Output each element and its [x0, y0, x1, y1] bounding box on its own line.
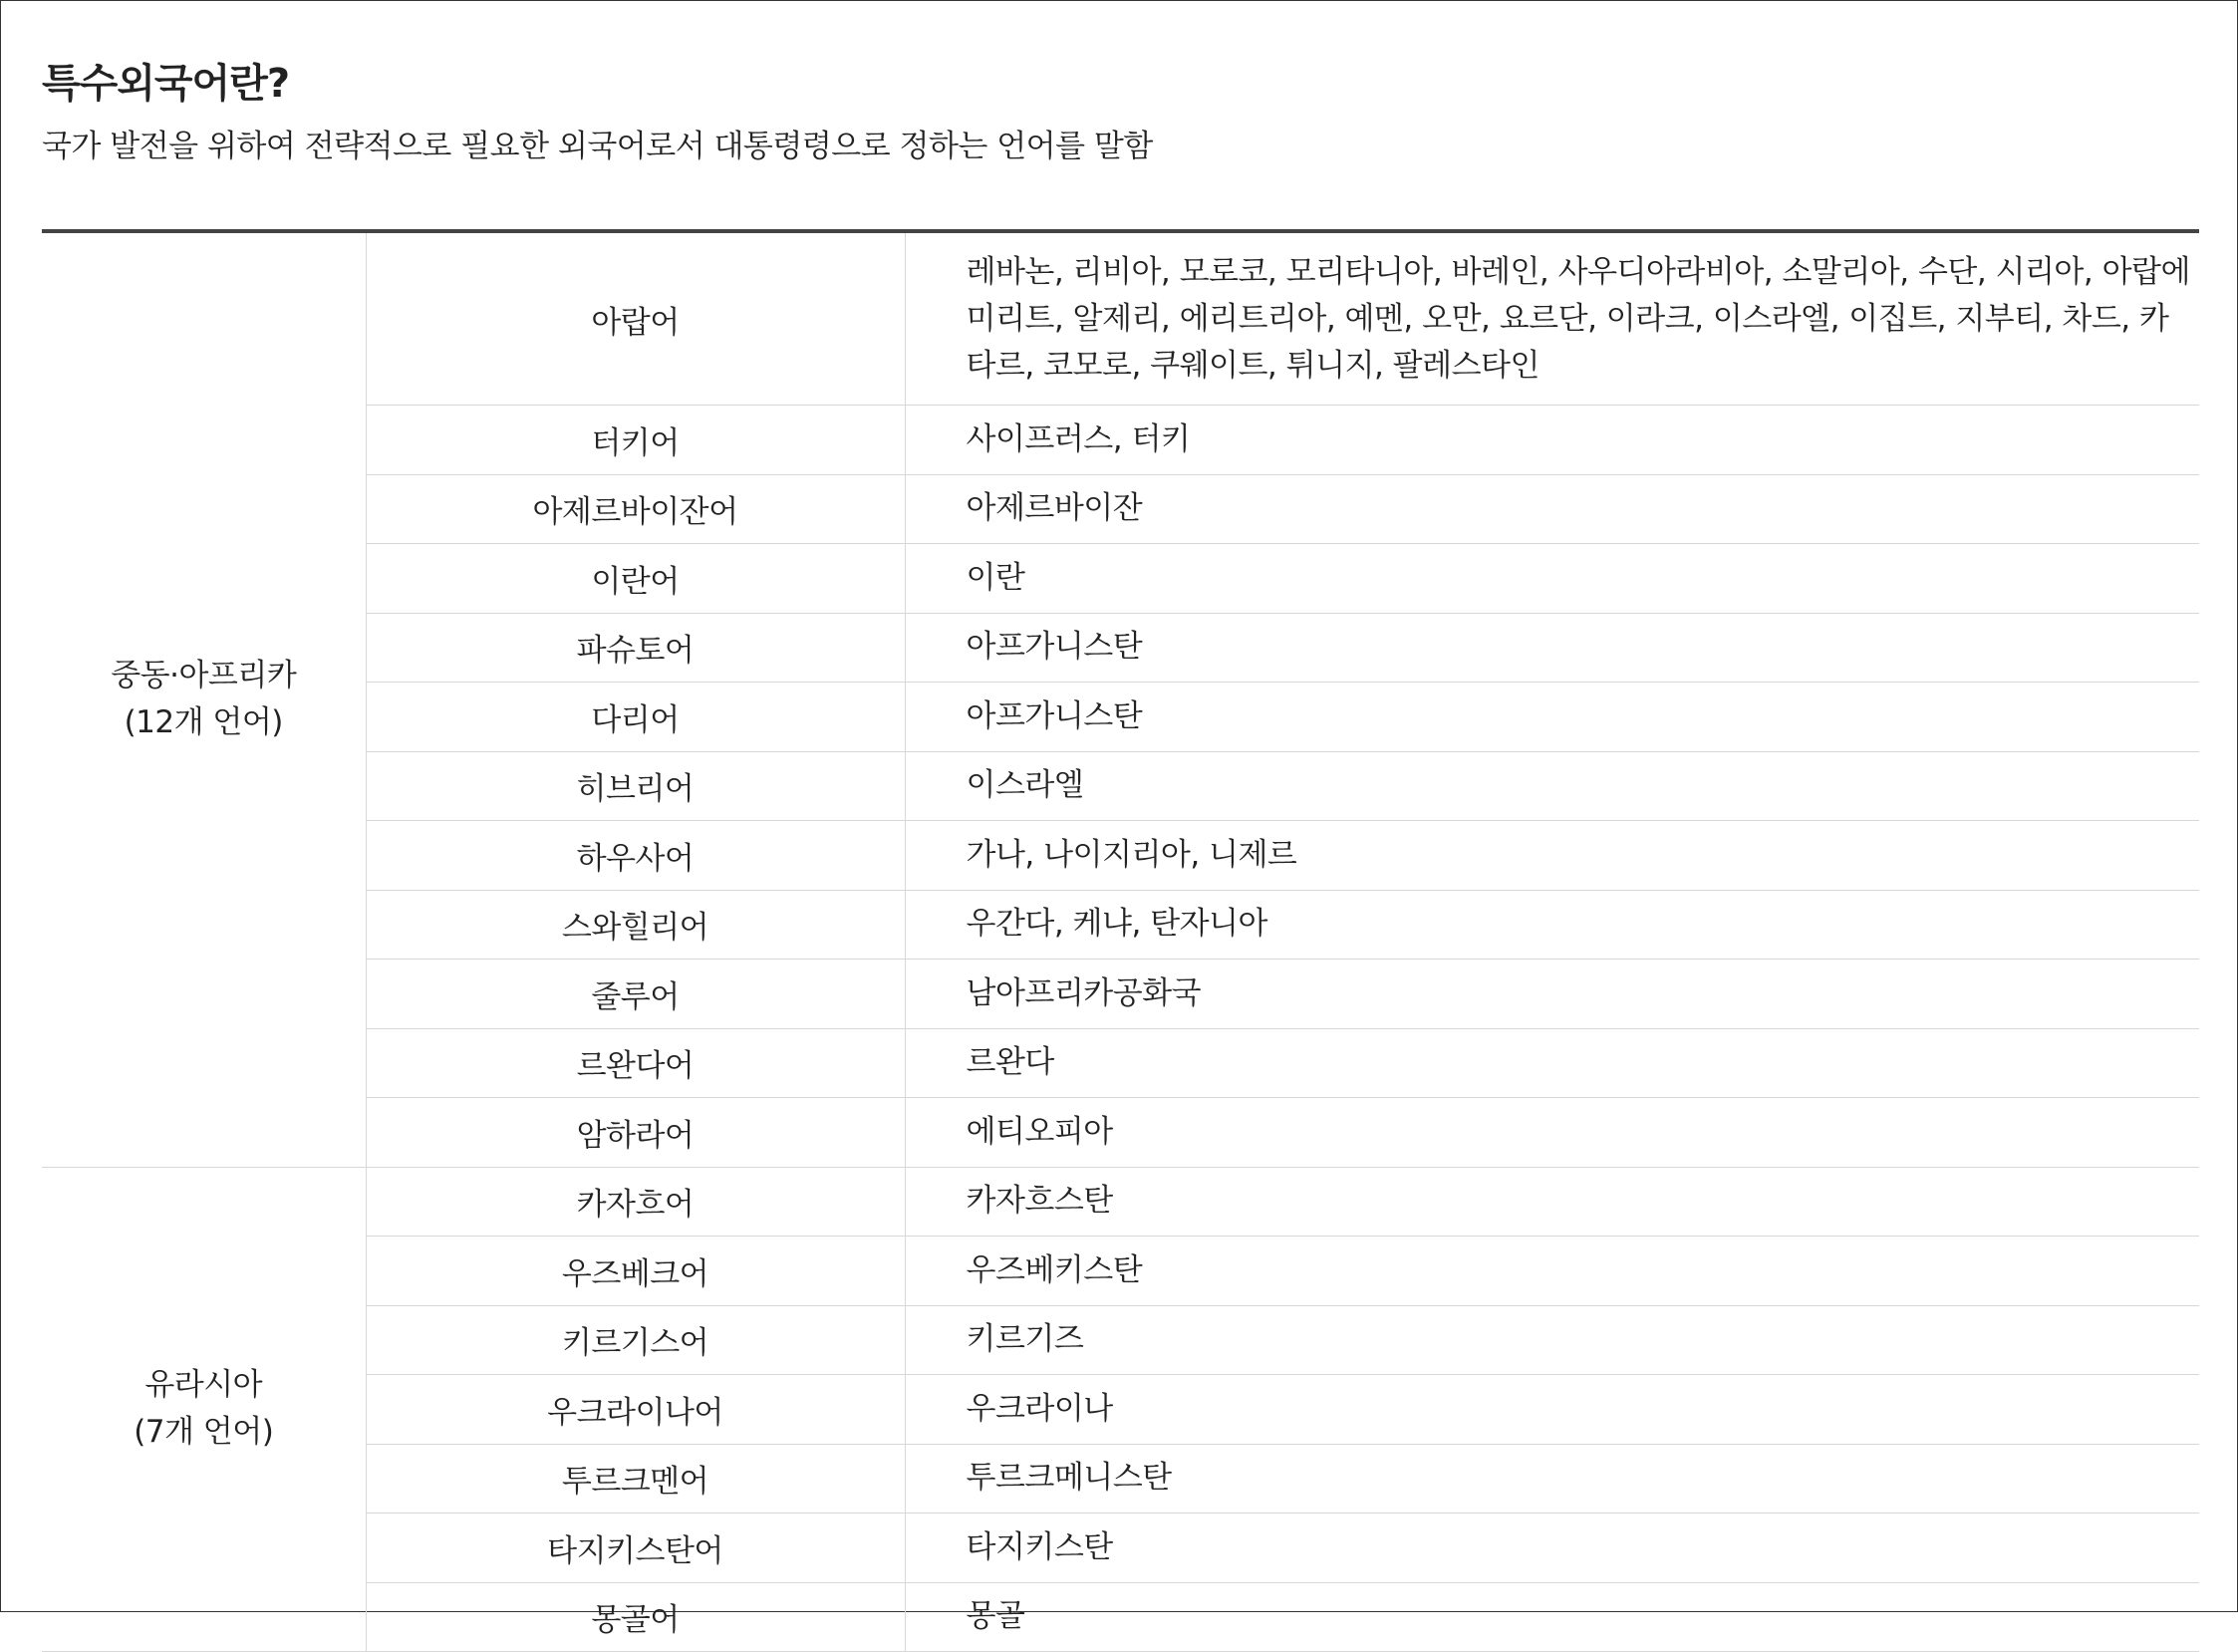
language-cell: 르완다어	[366, 1028, 905, 1098]
language-cell: 우즈베크어	[366, 1237, 905, 1306]
language-cell: 몽골어	[366, 1582, 905, 1652]
region-name: 중동·아프리카	[111, 658, 297, 694]
table-row	[42, 613, 2199, 683]
language-cell: 투르크멘어	[366, 1444, 905, 1514]
language-cell: 카자흐어	[366, 1167, 905, 1237]
table-row	[42, 544, 2199, 614]
country-cell: 아제르바이잔	[905, 474, 2199, 544]
table-row	[42, 960, 2199, 1029]
region-cell-eurasia	[42, 1167, 366, 1652]
country-cell: 투르크메니스탄	[905, 1444, 2199, 1514]
table-row	[42, 231, 2199, 406]
language-cell: 이란어	[366, 544, 905, 614]
table-row	[42, 1028, 2199, 1098]
language-cell: 아제르바이잔어	[366, 474, 905, 544]
country-cell: 레바논, 리비아, 모로코, 모리타니아, 바레인, 사우디아라비아, 소말리아, 수단, 시리아, 아랍에미리트, 알제리, 에리트리아, 예멘, 오만, 요르단, 이라크, 이스라엘, 이집트, 지부티, 차드, 카타르, 코모로, 쿠웨이트, 튀니지, 팔레스타인	[905, 231, 2199, 406]
definition-text: 국가 발전을 위하여 전략적으로 필요한 외국어로서 대통령령으로 정하는 언어를 말함	[42, 129, 1153, 164]
table-row	[42, 1582, 2199, 1652]
language-cell: 타지키스탄어	[366, 1514, 905, 1583]
table-row	[42, 751, 2199, 821]
table-row	[42, 1444, 2199, 1514]
table-row	[42, 1514, 2199, 1583]
table-row	[42, 1167, 2199, 1237]
language-cell: 하우사어	[366, 821, 905, 891]
region-count: (7개 언어)	[134, 1414, 274, 1451]
table-row	[42, 890, 2199, 960]
table-row	[42, 406, 2199, 475]
country-cell: 이스라엘	[905, 751, 2199, 821]
country-cell: 아프가니스탄	[905, 683, 2199, 752]
table-row	[42, 1237, 2199, 1306]
country-cell: 가나, 나이지리아, 니제르	[905, 821, 2199, 891]
region-count: (12개 언어)	[124, 704, 283, 741]
region-cell-middle-east-africa	[42, 231, 366, 1167]
table-row	[42, 821, 2199, 891]
country-cell: 카자흐스탄	[905, 1167, 2199, 1237]
language-cell: 파슈토어	[366, 613, 905, 683]
intro-section	[42, 59, 2199, 168]
country-cell: 타지키스탄	[905, 1514, 2199, 1583]
language-cell: 키르기스어	[366, 1305, 905, 1375]
table-row	[42, 1375, 2199, 1445]
country-cell: 에티오피아	[905, 1098, 2199, 1168]
country-cell: 남아프리카공화국	[905, 960, 2199, 1029]
country-cell: 몽골	[905, 1582, 2199, 1652]
country-cell: 우간다, 케냐, 탄자니아	[905, 890, 2199, 960]
country-cell: 이란	[905, 544, 2199, 614]
language-cell: 다리어	[366, 683, 905, 752]
country-cell: 키르기즈	[905, 1305, 2199, 1375]
table-row	[42, 683, 2199, 752]
region-name: 유라시아	[144, 1367, 263, 1404]
language-cell: 아랍어	[366, 231, 905, 406]
language-cell: 우크라이나어	[366, 1375, 905, 1445]
country-cell: 아프가니스탄	[905, 613, 2199, 683]
page-title: 특수외국어란?	[42, 61, 290, 107]
table-row	[42, 1098, 2199, 1168]
language-cell: 암하라어	[366, 1098, 905, 1168]
country-cell: 르완다	[905, 1028, 2199, 1098]
country-cell: 사이프러스, 터키	[905, 406, 2199, 475]
country-cell: 우크라이나	[905, 1375, 2199, 1445]
language-cell: 터키어	[366, 406, 905, 475]
language-cell: 스와힐리어	[366, 890, 905, 960]
table-row	[42, 474, 2199, 544]
language-cell: 줄루어	[366, 960, 905, 1029]
country-cell: 우즈베키스탄	[905, 1237, 2199, 1306]
table-row	[42, 1305, 2199, 1375]
special-language-table	[42, 229, 2199, 1652]
language-cell: 히브리어	[366, 751, 905, 821]
